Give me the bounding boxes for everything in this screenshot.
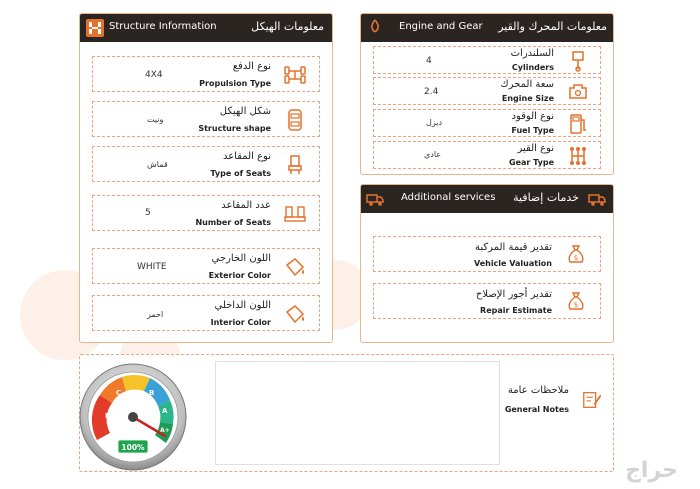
interior-color-label-ar: اللون الداخلي [214,300,271,311]
paint-bucket-icon [283,255,307,279]
repair-estimate-label-ar: تقدير أجور الإصلاح [475,289,552,300]
row-interior-color [92,295,320,331]
chassis-icon [85,18,105,38]
fuel-type-value: ديزل [426,118,443,127]
structure-shape-value: ونيت [147,115,164,124]
gear-type-value: عادي [424,150,442,159]
vehicle-valuation-label-ar: تقدير قيمة المركبة [475,242,552,253]
row-seat-count [92,195,320,231]
engine-gear-panel [360,13,614,175]
svg-text:$: $ [573,301,579,309]
money-bag-icon [564,290,588,314]
services-title-en: Additional services [401,192,496,203]
repair-estimate-label-en: Repair Estimate [480,306,552,315]
gauge-label-a-plus: A+ [160,427,170,434]
engine-gear-header [361,14,613,42]
cylinders-value: 4 [426,56,432,66]
seat-type-value: قماش [147,160,168,169]
gear-type-label-en: Gear Type [509,158,554,167]
row-cylinders [373,46,601,74]
exterior-color-label-en: Exterior Color [208,271,271,280]
row-seat-type [92,146,320,182]
general-notes-label-en: General Notes [504,405,569,414]
tow-truck-icon [587,189,607,209]
gear-type-label-ar: نوع القير [517,143,554,154]
propulsion-label-en: Propulsion Type [199,79,271,88]
exterior-color-value: WHITE [137,262,167,272]
row-vehicle-valuation[interactable] [373,236,601,272]
gauge-label-a: A [162,407,168,415]
fuel-type-label-ar: نوع الوقود [511,111,554,122]
structure-shape-label-en: Structure shape [198,124,271,133]
seat-type-label-en: Type of Seats [210,169,271,178]
row-propulsion-type [92,56,320,92]
cylinders-label-en: Cylinders [511,63,554,72]
engine-size-label-ar: سعة المحرك [500,79,554,90]
gauge-label-b: B [149,389,155,397]
additional-services-panel [360,184,614,343]
seat-count-value: 5 [145,208,151,218]
seat-type-label-ar: نوع المقاعد [222,151,271,162]
exterior-color-label-ar: اللون الخارجي [211,253,271,264]
seat-icon [283,153,307,177]
vehicle-valuation-label-en: Vehicle Valuation [473,259,552,268]
piston-icon [566,49,590,73]
interior-color-value: احمر [147,310,164,319]
fuel-type-label-en: Fuel Type [511,126,554,135]
seat-count-label-en: Number of Seats [195,218,271,227]
money-bag-icon [564,243,588,267]
row-gear-type [373,141,601,169]
gauge-label-c: C [116,389,122,397]
site-watermark: حراج [625,458,678,483]
propulsion-label-ar: نوع الدفع [232,61,271,72]
structure-title-ar: معلومات الهيكل [251,20,324,33]
row-exterior-color [92,248,320,284]
seat-count-label-ar: عدد المقاعد [221,200,271,211]
gear-shift-icon [566,144,590,168]
engine-title-ar: معلومات المحرك والقير [498,20,607,33]
general-notes-label-ar: ملاحظات عامة [507,385,569,396]
gauge-percent: 100% [121,443,145,452]
general-notes-textarea[interactable] [215,361,500,465]
cylinders-label-ar: السلندرات [510,48,554,59]
interior-color-label-en: Interior Color [210,318,271,327]
tow-truck-icon [365,189,385,209]
structure-info-panel [79,13,333,343]
engine-size-label-en: Engine Size [501,94,554,103]
engine-icon [566,80,590,104]
row-structure-shape [92,101,320,137]
services-title-ar: خدمات إضافية [513,191,579,204]
structure-info-header [80,14,332,42]
notes-pen-icon [581,389,603,411]
row-fuel-type [373,109,601,137]
row-repair-estimate[interactable] [373,283,601,319]
paint-bucket-icon [283,302,307,326]
engine-title-en: Engine and Gear [399,21,483,32]
gauge-label-d: D [105,412,111,420]
propulsion-value: 4X4 [145,70,163,80]
additional-services-header [361,185,613,213]
seats-count-icon [283,202,307,226]
rating-gauge [78,362,188,472]
car-body-icon [283,108,307,132]
structure-shape-label-ar: شكل الهيكل [219,106,271,117]
engine-header-icon [365,18,385,38]
axle-icon [283,63,307,87]
svg-text:$: $ [573,254,579,262]
structure-title-en: Structure Information [109,21,217,32]
fuel-pump-icon [566,112,590,136]
engine-size-value: 2.4 [424,87,439,97]
row-engine-size [373,77,601,105]
